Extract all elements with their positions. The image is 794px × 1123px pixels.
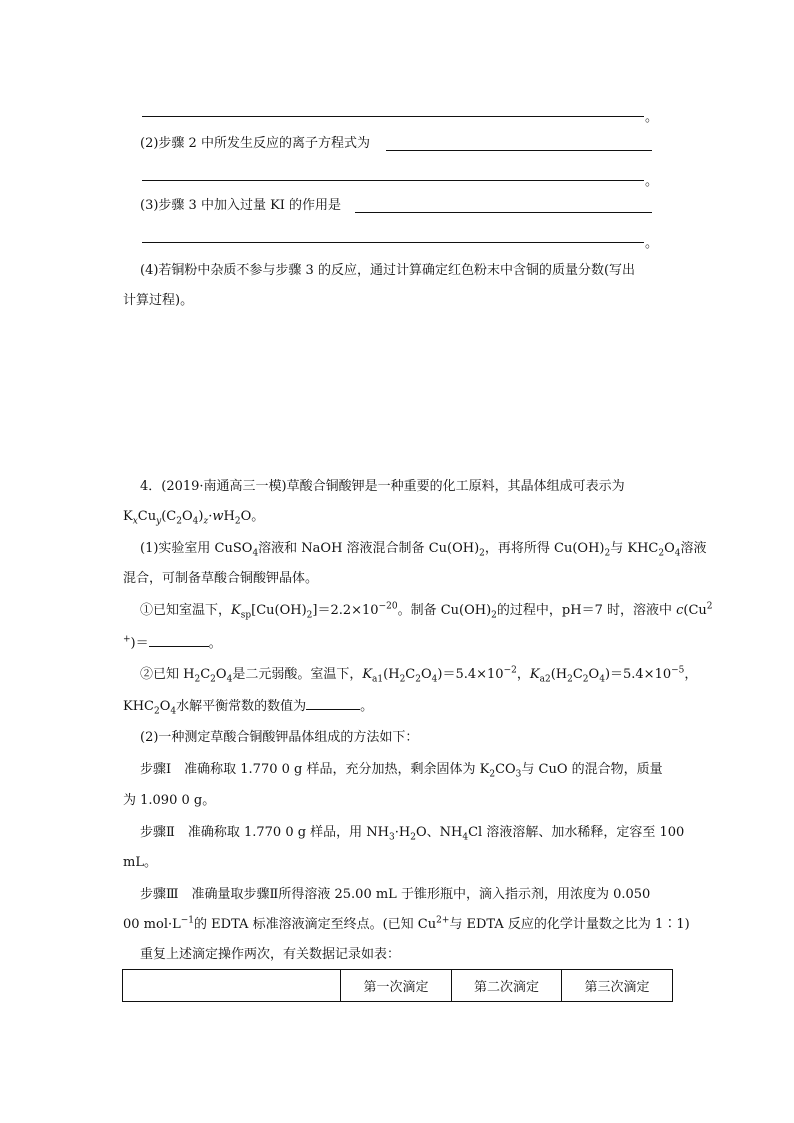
q4-step1-line2: 为 1.090 0 g。 <box>123 793 216 808</box>
q4-intro-line1: 4．(2019·南通高三一模)草酸合铜酸钾是一种重要的化工原料，其晶体组成可表示为 <box>140 479 625 494</box>
period: 。 <box>645 174 659 189</box>
q4-sub2-line2: $KHC_2O_4$水解平衡常数的数值为 。 <box>123 699 374 717</box>
q4-sub2-line1: ②已知 $H_2C_2O_4$是二元弱酸。室温下，$K_{a1}(H_2C_2O_4)=5.4\times 10^{-2}$，$K_{a2}(H_2C_2O_4)=5.4\times 10^{-5}$， <box>140 665 698 685</box>
q4-step1-line1: 步骤Ⅰ 准确称取 1.770 0 g 样品，充分加热，剩余固体为 $K_2CO_3$与 CuO 的混合物，质量 <box>140 762 663 780</box>
titration-data-table <box>122 969 673 1002</box>
table-header-third-titration: 第三次滴定 <box>562 970 673 1002</box>
answer-line-2a[interactable] <box>386 150 652 151</box>
q4-step3-line1: 步骤Ⅲ 准确量取步骤Ⅱ所得溶液 25.00 mL 于锥形瓶中，滴入指示剂，用浓度为 0.050 <box>140 887 651 902</box>
blank-cu-concentration[interactable] <box>149 634 209 647</box>
q4-step2-line1: 步骤Ⅱ 准确称取 1.770 0 g 样品，用 $NH_3\cdot H_2O$、$NH_4Cl$ 溶液溶解、加水稀释，定容至 100 <box>140 825 685 843</box>
q4-repeat-text: 重复上述滴定操作两次，有关数据记录如表： <box>140 947 401 962</box>
q4-step2-line2: mL。 <box>123 855 157 870</box>
q4-intro-formula: $K_xCu_y(C_2O_4)_z\cdot wH_2O$。 <box>123 509 265 527</box>
table-header-second-titration: 第二次滴定 <box>452 970 562 1002</box>
period: 。 <box>645 236 659 251</box>
table-header-first-titration: 第一次滴定 <box>341 970 452 1002</box>
q4-step3-line2: 00 $mol\cdot L^{-1}$的 EDTA 标准溶液滴定至终点。(已知 $Cu^{2+}$与 EDTA 反应的化学计量数之比为 1∶1) <box>123 915 690 932</box>
answer-line-3a[interactable] <box>355 212 652 213</box>
q3-part4-line1: (4)若铜粉中杂质不参与步骤 3 的反应，通过计算确定红色粉末中含铜的质量分数(写出 <box>140 263 636 278</box>
answer-line-3b[interactable] <box>142 242 644 243</box>
table-header-row <box>123 970 673 1002</box>
blank-hydrolysis-constant[interactable] <box>306 697 360 710</box>
q4-sub1-line2: +)＝ 。 <box>123 634 222 651</box>
q3-part4-line2: 计算过程)。 <box>123 293 194 308</box>
q4-sub1-line1: ①已知室温下，$K_{sp}[Cu(OH)_2]=2.2\times 10^{-20}$。制备 $Cu(OH)_2$的过程中，pH＝7 时，溶液中 c(Cu$^2$ <box>140 601 713 621</box>
answer-line-2b[interactable] <box>142 180 644 181</box>
table-header-cell-empty <box>123 970 341 1002</box>
q3-part3-prompt: (3)步骤 3 中加入过量 KI 的作用是 <box>140 198 342 213</box>
answer-line-1[interactable] <box>142 116 644 117</box>
period: 。 <box>645 110 659 125</box>
q4-part1-line1: (1)实验室用 CuSO$_4$溶液和 NaOH 溶液混合制备 $Cu(OH)_2$，再将所得 $Cu(OH)_2$与 $KHC_2O_4$溶液 <box>140 541 707 559</box>
q4-part2-title: (2)一种测定草酸合铜酸钾晶体组成的方法如下： <box>140 730 419 745</box>
q4-part1-line2: 混合，可制备草酸合铜酸钾晶体。 <box>123 571 319 586</box>
q3-part2-prompt: (2)步骤 2 中所发生反应的离子方程式为 <box>140 136 370 151</box>
